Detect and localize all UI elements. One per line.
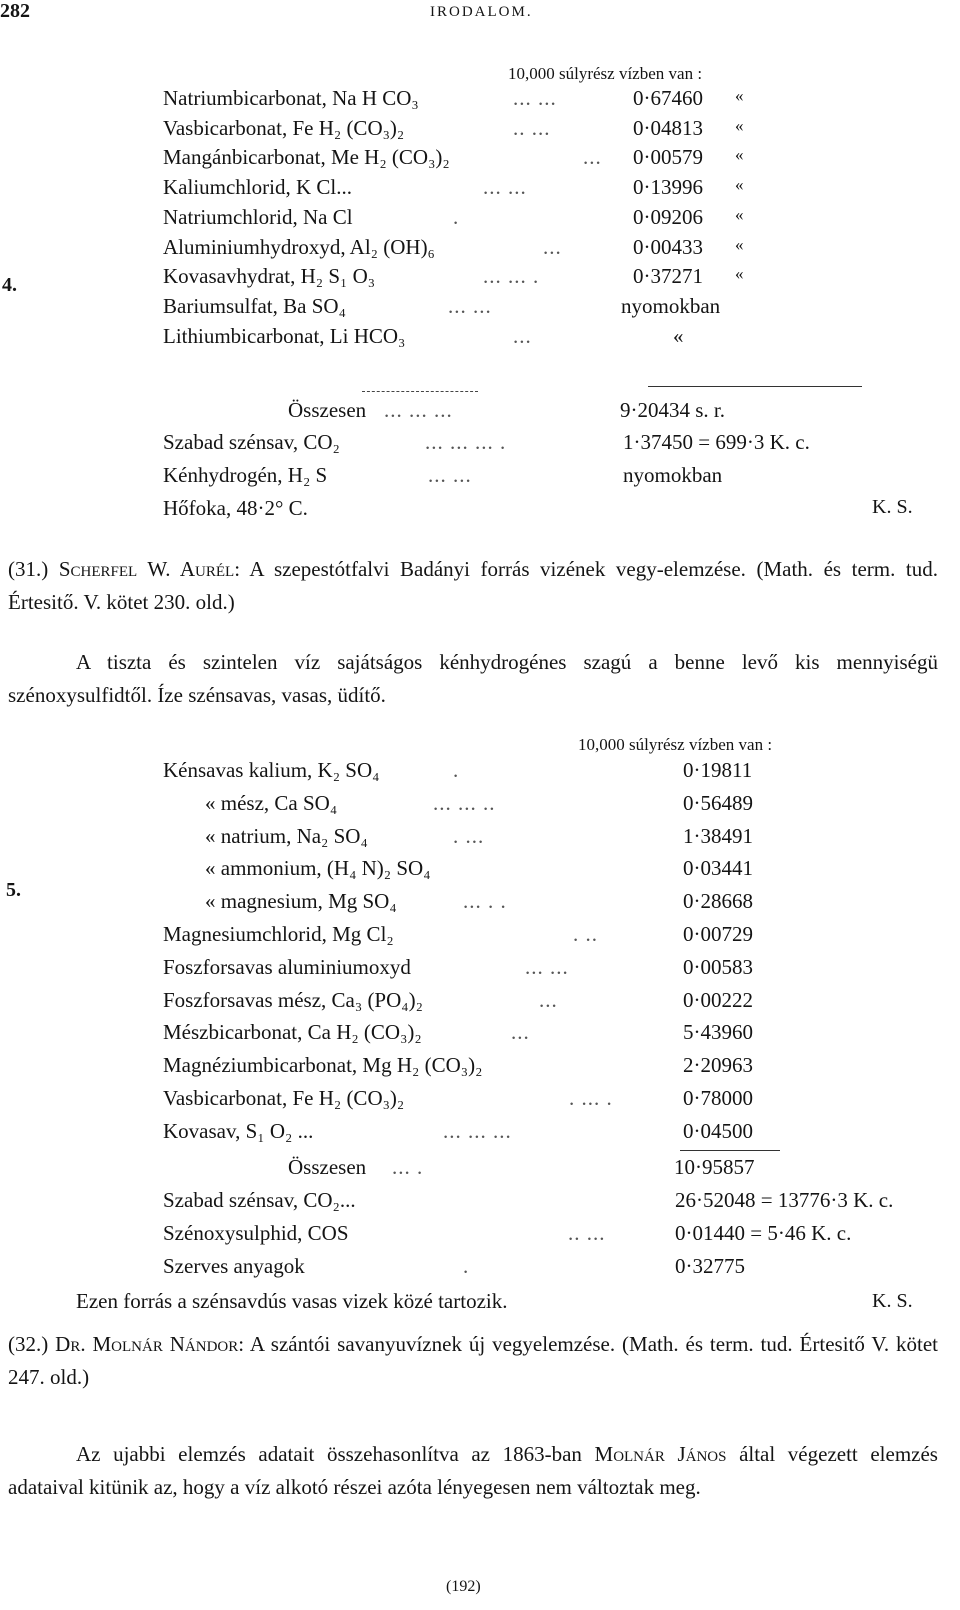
compound-value: 0·00222 [683,987,753,1012]
leader-dots: ... ... ... [384,398,453,422]
compound-name: Vasbicarbonat, Fe H₂ (CO₃)₂ [163,115,405,140]
table-row [163,889,923,917]
table-row [163,235,923,263]
table-row [163,1086,923,1114]
compound-name: Mangánbicarbonat, Me H₂ (CO₃)₂ [163,145,450,170]
entry-title: : A szántói savanyuvíznek új vegyelemzése. (Math. és term. tud. Értesitő V. kötet 247. old.) [8,1332,939,1389]
compound-value: 1·37450 = 699·3 K. c. [623,430,810,454]
entry-number: (32.) [8,1332,49,1356]
compound-value: 0·32775 [675,1254,745,1278]
ditto-mark: « [735,86,744,105]
entry-32-paragraph [8,1438,938,1504]
compound-name: Szabad szénsav, CO₂... [163,1188,356,1212]
compound-value: 0·01440 = 5·46 K. c. [675,1221,852,1245]
table1-total-row [288,398,848,426]
compound-name: Hőfoka, 48·2° C. [163,496,308,520]
compound-name: Bariumsulfat, Ba SO₄ [163,293,346,318]
table2-total-row [288,1155,848,1183]
page-number: 282 [0,0,30,22]
table-row [163,791,923,819]
compound-name: « ammonium, (H₄ N)₂ SO₄ [205,856,431,881]
leader-dots: ... ... [448,293,492,318]
leader-dots: ... ... .. [433,790,496,815]
ditto-mark: « [735,145,744,165]
compound-value: 0·04813 [633,115,703,140]
compound-name: Kaliumchlorid, K Cl... [163,175,352,200]
leader-dots: ... [511,1020,530,1045]
leader-dots: ... [543,234,562,259]
table-row [163,116,923,144]
compound-value: 0·78000 [683,1086,753,1110]
compound-name: Magnesiumchlorid, Mg Cl₂ [163,922,394,946]
table2-sum-rule [680,1150,780,1151]
ditto-mark: « [735,115,744,135]
compound-value: 0·67460 [633,86,703,110]
leader-dots: . [463,1254,470,1278]
compound-value: 5·43960 [683,1020,753,1045]
leader-dots: . ... [453,823,485,848]
leader-dots: ... ... [428,463,472,487]
compound-value: 0·13996 [633,175,703,200]
entry-number: (31.) [8,557,49,581]
leader-dots: ... ... [483,175,527,200]
page-footer-ref: (192) [446,1578,481,1595]
table-row [163,1188,923,1216]
table-row [163,496,923,524]
compound-name: Foszforsavas aluminiumoxyd [163,954,411,979]
compound-value: nyomokban [621,293,721,318]
running-title: IRODALOM. [430,4,533,20]
leader-dots: .. ... [513,115,551,140]
leader-dots: ... ... [513,86,557,110]
leader-dots: . .. [573,922,598,946]
compound-name: Szerves anyagok [163,1254,305,1278]
table-row [163,856,923,884]
leader-dots: ... [539,987,558,1012]
table-row [163,324,923,352]
table1-signature: K. S. [872,496,913,518]
leader-dots: ... ... ... [443,1118,512,1143]
person-name: Molnár János [594,1442,727,1466]
paragraph-text: Az ujabbi elemzés adatait összehasonlítva az 1863-ban [76,1442,595,1466]
entry-title: : A szepestótfalvi Badányi forrás vizének vegy-elemzése. (Math. és term. tud. Értesitő. V. kötet 230. old.) [8,557,938,614]
compound-value: 0·28668 [683,889,753,914]
compound-value: nyomokban [623,463,723,487]
total-value: 9·20434 s. r. [620,398,725,422]
table-row [163,1221,923,1249]
paragraph-text: által végezett elemzés adataival kitünik az, hogy a víz alkotó részei azóta lényegesen nem változtak meg. [8,1442,938,1499]
compound-name: Szabad szénsav, CO₂ [163,430,340,454]
compound-value: 0·03441 [683,856,753,881]
compound-name: Lithiumbicarbonat, Li HCO₃ [163,323,406,348]
compound-name: « natrium, Na₂ SO₄ [205,823,368,848]
ditto-mark: « [735,175,744,195]
table-row [163,175,923,203]
compound-name: Kovasavhydrat, H₂ S₁ O₃ [163,264,376,289]
compound-name: Kovasav, S₁ O₂ ... [163,1118,314,1143]
compound-value: « [673,323,684,348]
table1-unit-label: 10,000 súlyrész vízben van : [508,64,703,83]
leader-dots: ... [583,145,602,170]
table2-closing: Ezen forrás a szénsavdús vasas vizek közé tartozik. [76,1289,508,1313]
table-row [163,988,923,1016]
leader-dots: . [453,204,460,229]
leader-dots: .. ... [568,1221,606,1245]
compound-value: 0·04500 [683,1118,753,1143]
table-row [163,430,923,458]
compound-name: « magnesium, Mg SO₄ [205,889,397,914]
leader-dots: ... ... [525,954,569,979]
leader-dots: ... . [392,1155,424,1179]
leader-dots: . ... . [569,1086,613,1110]
leader-dots: ... . . [463,889,507,914]
compound-value: 0·56489 [683,790,753,815]
compound-value: 26·52048 = 13776·3 K. c. [675,1188,894,1212]
ditto-mark: « [735,204,744,224]
table-row [163,1119,923,1147]
compound-name: Natriumchlorid, Na Cl [163,204,353,229]
compound-name: Natriumbicarbonat, Na H CO₃ [163,86,419,110]
entry-author: Scherfel W. Aurél [58,557,235,581]
compound-value: 0·09206 [633,204,703,229]
table1-dash-rule [362,391,478,392]
compound-name: Szénoxysulphid, COS [163,1221,349,1245]
ditto-mark: « [735,264,744,284]
entry-author: Dr. Molnár Nándor [55,1332,239,1356]
table-row [163,463,923,491]
table-row [163,955,923,983]
compound-name: Mészbicarbonat, Ca H₂ (CO₃)₂ [163,1020,422,1045]
leader-dots: ... ... ... . [425,430,507,454]
compound-value: 2·20963 [683,1053,753,1078]
compound-name: Magnéziumbicarbonat, Mg H₂ (CO₃)₂ [163,1053,483,1078]
compound-name: Vasbicarbonat, Fe H₂ (CO₃)₂ [163,1086,405,1110]
compound-value: 0·37271 [633,264,703,289]
compound-value: 0·00433 [633,234,703,259]
table-row [163,86,923,114]
leader-dots: . [453,758,460,782]
compound-name: Kénsavas kalium, K₂ SO₄ [163,758,380,782]
table-row [163,1020,923,1048]
table-row [163,294,923,322]
table-row [163,1053,923,1081]
compound-value: 0·00729 [683,922,753,946]
total-label: Összesen [288,1155,367,1179]
compound-name: Foszforsavas mész, Ca₃ (PO₄)₂ [163,987,423,1012]
section-marker-4: 4. [2,274,17,296]
table-row [163,264,923,292]
compound-name: « mész, Ca SO₄ [205,790,338,815]
ditto-mark: « [735,234,744,254]
entry-31-paragraph: A tiszta és szintelen víz sajátságos kénhydrogénes szagú a benne levő kis mennyiségü szénoxysulfidtől. Íze szénsavas, vasas, üdítő. [8,650,938,707]
compound-value: 0·00579 [633,145,703,170]
table-row [163,758,923,786]
table-row [163,824,923,852]
total-value: 10·95857 [674,1155,755,1179]
entry-32-citation [8,1328,938,1394]
compound-name: Aluminiumhydroxyd, Al₂ (OH)₆ [163,234,435,259]
table2-unit-label: 10,000 súlyrész vízben van : [578,735,773,754]
table-row [163,922,923,950]
compound-value: 1·38491 [683,823,753,848]
table-row [163,205,923,233]
table-row [163,1254,923,1282]
leader-dots: ... ... . [483,264,540,289]
compound-value: 0·19811 [683,758,753,782]
table2-signature: K. S. [872,1290,913,1312]
compound-name: Kénhydrogén, H₂ S [163,463,328,487]
table1-sum-rule [648,386,862,387]
compound-value: 0·00583 [683,954,753,979]
entry-31-citation [8,553,938,619]
section-marker-5: 5. [6,879,21,901]
table-row [163,145,923,173]
total-label: Összesen [288,398,367,422]
leader-dots: ... [513,323,532,348]
